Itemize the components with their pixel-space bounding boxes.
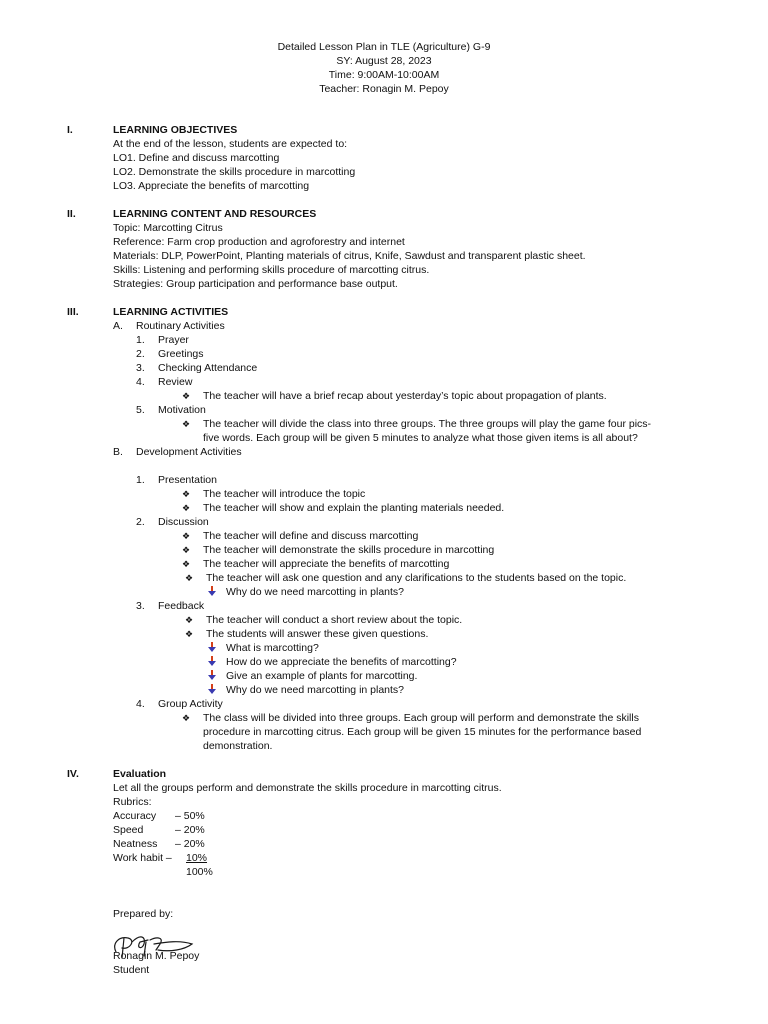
question-line: What is marcotting? xyxy=(208,641,319,655)
diamond-bullet-icon: ❖ xyxy=(182,391,191,401)
objectives-intro: At the end of the lesson, students are expected to: xyxy=(113,138,348,150)
arrow-down-bullet-icon xyxy=(208,656,216,666)
activity-item: Checking Attendance xyxy=(158,362,258,374)
bullet-continuation: demonstration. xyxy=(203,740,273,752)
bullet-line: ❖ The teacher will ask one question and any clarifications to the students based on the topic. xyxy=(185,572,627,584)
bullet-continuation: procedure in marcotting citrus. Each group will be given 15 minutes for the performance based xyxy=(203,726,642,738)
section-heading: LEARNING CONTENT AND RESOURCES xyxy=(113,208,317,220)
list-number: 4. xyxy=(136,376,145,388)
activity-item: Feedback xyxy=(158,600,205,612)
content-topic: Topic: Marcotting Citrus xyxy=(113,222,223,234)
activity-item: Group Activity xyxy=(158,698,223,710)
content-reference: Reference: Farm crop production and agroforestry and internet xyxy=(113,236,405,248)
activity-item: Review xyxy=(158,376,193,388)
teacher: Teacher: Ronagin M. Pepoy xyxy=(319,83,449,95)
diamond-bullet-icon: ❖ xyxy=(182,713,191,723)
diamond-bullet-icon: ❖ xyxy=(185,573,194,583)
activity-item: Motivation xyxy=(158,404,206,416)
diamond-bullet-icon: ❖ xyxy=(182,489,191,499)
content-skills: Skills: Listening and performing skills procedure of marcotting citrus. xyxy=(113,264,430,276)
arrow-down-bullet-icon xyxy=(208,642,216,652)
list-letter: B. xyxy=(113,446,123,458)
rubric-label: Accuracy xyxy=(113,810,157,822)
activity-item: Prayer xyxy=(158,334,189,346)
bullet-line: ❖ The teacher will introduce the topic xyxy=(182,488,366,500)
content-strategies: Strategies: Group participation and performance base output. xyxy=(113,278,398,290)
question-line: Why do we need marcotting in plants? xyxy=(208,585,404,599)
document-header xyxy=(0,40,768,96)
subsection-title: Routinary Activities xyxy=(136,320,225,332)
bullet-line: ❖ The teacher will have a brief recap about yesterday’s topic about propagation of plants. xyxy=(182,390,607,402)
section-number: IV. xyxy=(67,768,79,780)
bullet-line: ❖ The teacher will show and explain the planting materials needed. xyxy=(182,502,505,514)
question-line: How do we appreciate the benefits of marcotting? xyxy=(208,655,457,669)
diamond-bullet-icon: ❖ xyxy=(182,559,191,569)
rubric-value: – 50% xyxy=(175,810,205,822)
rubric-label: Neatness xyxy=(113,838,158,850)
bullet-line: ❖ The teacher will define and discuss marcotting xyxy=(182,530,419,542)
bullet-line: ❖ The teacher will conduct a short review about the topic. xyxy=(185,614,463,626)
arrow-down-bullet-icon xyxy=(208,586,216,596)
list-letter: A. xyxy=(113,320,123,332)
question-line: Why do we need marcotting in plants? xyxy=(208,683,404,697)
arrow-down-bullet-icon xyxy=(208,684,216,694)
list-number: 4. xyxy=(136,698,145,710)
subsection-title: Development Activities xyxy=(136,446,242,458)
diamond-bullet-icon: ❖ xyxy=(182,545,191,555)
bullet-line: ❖ The teacher will divide the class into three groups. The three groups will play the game four pics- xyxy=(182,418,652,430)
section-heading: Evaluation xyxy=(113,768,167,780)
list-number: 1. xyxy=(136,474,145,486)
activity-item: Discussion xyxy=(158,516,209,528)
rubric-total: 100% xyxy=(186,866,213,878)
section-number: III. xyxy=(67,306,79,318)
diamond-bullet-icon: ❖ xyxy=(182,503,191,513)
prepared-by-label: Prepared by: xyxy=(113,908,174,920)
bullet-line: ❖ The class will be divided into three groups. Each group will perform and demonstrate the skills xyxy=(182,712,639,724)
bullet-line: ❖ The teacher will demonstrate the skills procedure in marcotting xyxy=(182,544,495,556)
rubric-value: 10% xyxy=(186,852,208,864)
objective-item: LO1. Define and discuss marcotting xyxy=(113,152,280,164)
evaluation-text: Let all the groups perform and demonstrate the skills procedure in marcotting citrus. xyxy=(113,782,502,794)
list-number: 2. xyxy=(136,516,145,528)
preparer-name: Ronagin M. Pepoy xyxy=(113,950,200,962)
section-heading: LEARNING ACTIVITIES xyxy=(113,306,229,318)
preparer-role: Student xyxy=(113,964,150,976)
diamond-bullet-icon: ❖ xyxy=(182,419,191,429)
list-number: 2. xyxy=(136,348,145,360)
rubric-label: Work habit – xyxy=(113,852,172,864)
section-number: I. xyxy=(67,124,73,136)
diamond-bullet-icon: ❖ xyxy=(185,615,194,625)
list-number: 3. xyxy=(136,362,145,374)
question-line: Give an example of plants for marcotting. xyxy=(208,669,417,683)
document-title: Detailed Lesson Plan in TLE (Agriculture) G-9 xyxy=(277,41,491,53)
rubric-label: Speed xyxy=(113,824,144,836)
list-number: 5. xyxy=(136,404,145,416)
time: Time: 9:00AM-10:00AM xyxy=(328,69,440,81)
bullet-line: ❖ The teacher will appreciate the benefits of marcotting xyxy=(182,558,450,570)
school-year: SY: August 28, 2023 xyxy=(336,55,432,67)
objective-item: LO2. Demonstrate the skills procedure in marcotting xyxy=(113,166,356,178)
diamond-bullet-icon: ❖ xyxy=(182,531,191,541)
bullet-line: ❖ The students will answer these given questions. xyxy=(185,628,429,640)
arrow-down-bullet-icon xyxy=(208,670,216,680)
activity-item: Presentation xyxy=(158,474,217,486)
objective-item: LO3. Appreciate the benefits of marcotting xyxy=(113,180,310,192)
activity-item: Greetings xyxy=(158,348,204,360)
bullet-continuation: five words. Each group will be given 5 minutes to analyze what those given items is all about? xyxy=(203,432,638,444)
section-number: II. xyxy=(67,208,76,220)
list-number: 1. xyxy=(136,334,145,346)
list-number: 3. xyxy=(136,600,145,612)
content-materials: Materials: DLP, PowerPoint, Planting materials of citrus, Knife, Sawdust and transparent plastic sheet. xyxy=(113,250,586,262)
diamond-bullet-icon: ❖ xyxy=(185,629,194,639)
rubric-value: – 20% xyxy=(175,838,205,850)
section-heading: LEARNING OBJECTIVES xyxy=(113,124,238,136)
rubric-value: – 20% xyxy=(175,824,205,836)
rubrics-label: Rubrics: xyxy=(113,796,152,808)
